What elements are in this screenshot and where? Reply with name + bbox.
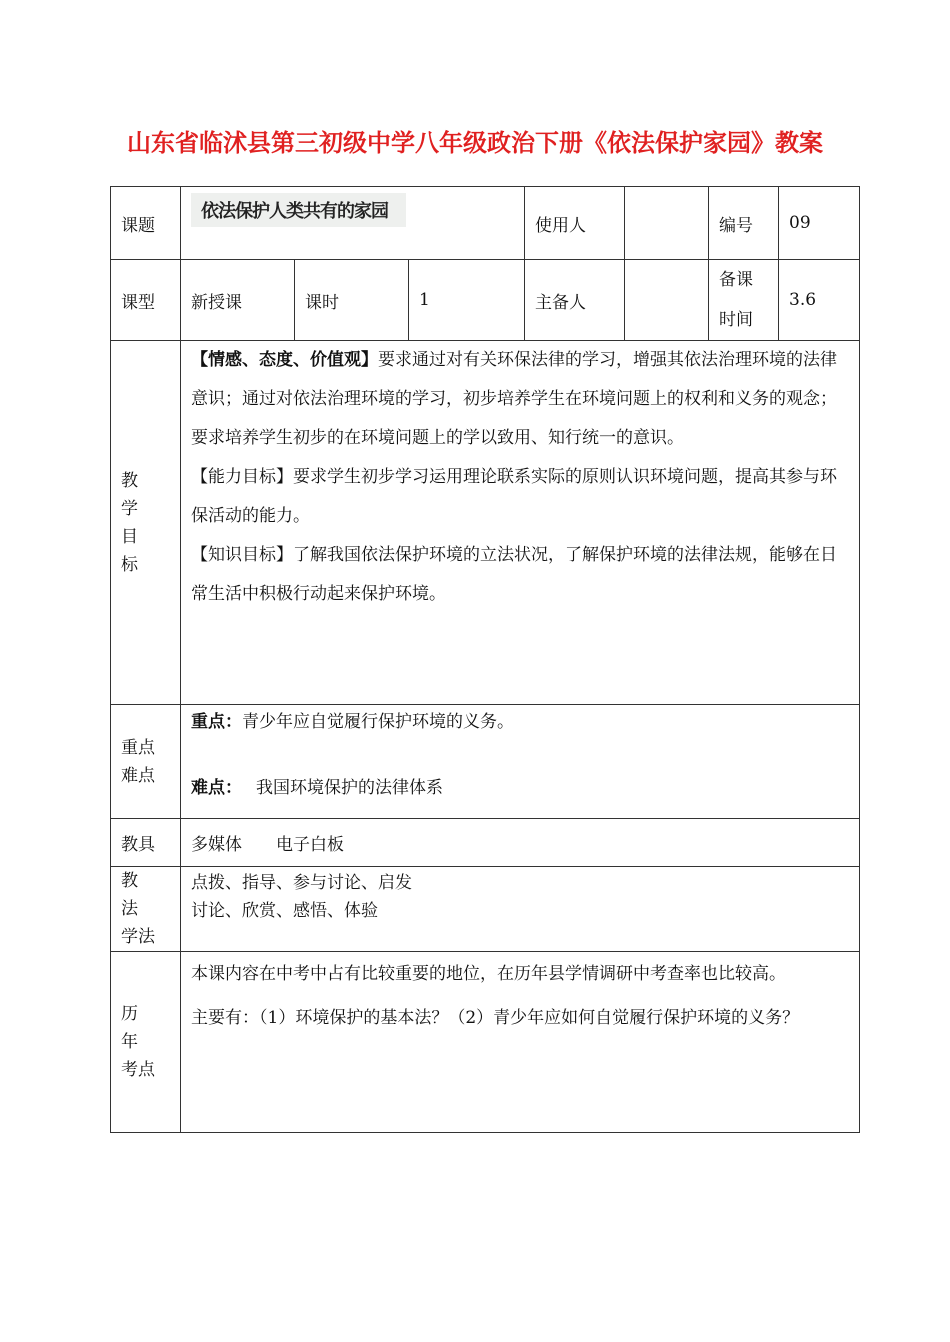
preparer-label: 主备人 bbox=[525, 260, 625, 341]
goals-label-char: 目 bbox=[121, 526, 138, 547]
knowledge-tag: 【知识目标】 bbox=[191, 545, 293, 565]
row-exam bbox=[111, 952, 860, 1133]
row-methods bbox=[111, 867, 860, 952]
hours-label: 课时 bbox=[295, 260, 409, 341]
exam-label-line: 考点 bbox=[121, 1060, 155, 1080]
learning-method-label: 学法 bbox=[121, 927, 155, 947]
type-value: 新授课 bbox=[181, 260, 295, 341]
exam-content bbox=[181, 952, 860, 1133]
emotion-tag: 【情感、态度、价值观】 bbox=[191, 350, 378, 370]
lesson-plan-table bbox=[110, 186, 860, 1133]
row-tools bbox=[111, 819, 860, 867]
tools-value: 多媒体 电子白板 bbox=[181, 819, 860, 867]
exam-paragraph: 主要有：（1）环境保护的基本法？（2）青少年应如何自觉履行保护环境的义务？ bbox=[191, 1008, 800, 1028]
exam-paragraph: 本课内容在中考中占有比较重要的地位，在历年县学情调研中考查率也比较高。 bbox=[191, 964, 786, 984]
key-points-content bbox=[181, 705, 860, 819]
prep-time-label bbox=[709, 260, 779, 341]
ability-goal bbox=[191, 458, 849, 536]
goals-label bbox=[111, 341, 181, 705]
user-value bbox=[625, 187, 709, 260]
key-point bbox=[191, 709, 849, 735]
row-goals bbox=[111, 341, 860, 705]
key-label: 重点 bbox=[121, 737, 155, 758]
teaching-method-label: 教 法 bbox=[121, 871, 155, 919]
row-key-points bbox=[111, 705, 860, 819]
knowledge-goal bbox=[191, 536, 849, 614]
topic-value: 依法保护人类共有的家园 bbox=[191, 193, 406, 227]
goals-label-char: 标 bbox=[121, 554, 138, 575]
topic-label: 课题 bbox=[111, 187, 181, 260]
number-value: 09 bbox=[779, 187, 860, 260]
methods-label bbox=[111, 867, 181, 952]
tools-label: 教具 bbox=[111, 819, 181, 867]
prep-time-label-2: 时间 bbox=[719, 310, 754, 330]
key-points-label bbox=[111, 705, 181, 819]
ability-text: 要求学生初步学习运用理论联系实际的原则认识环境问题，提高其参与环保活动的能力。 bbox=[191, 467, 837, 526]
topic-cell bbox=[181, 187, 525, 260]
methods-content bbox=[181, 867, 860, 952]
difficult-point bbox=[191, 775, 849, 801]
goals-label-char: 教 bbox=[121, 470, 138, 491]
methods-line: 讨论、欣赏、感悟、体验 bbox=[191, 901, 378, 921]
hours-value: 1 bbox=[409, 260, 525, 341]
goals-label-char: 学 bbox=[121, 498, 138, 519]
prep-time-label-1: 备课 bbox=[719, 270, 754, 290]
row-type bbox=[111, 260, 860, 341]
knowledge-text: 了解我国依法保护环境的立法状况，了解保护环境的法律法规，能够在日常生活中积极行动起来保护环境。 bbox=[191, 545, 837, 604]
type-label: 课型 bbox=[111, 260, 181, 341]
difficult-text: 我国环境保护的法律体系 bbox=[256, 778, 443, 798]
ability-tag: 【能力目标】 bbox=[191, 467, 293, 487]
preparer-value bbox=[625, 260, 709, 341]
methods-line: 点拨、指导、参与讨论、启发 bbox=[191, 873, 412, 893]
prep-time-value: 3.6 bbox=[779, 260, 860, 341]
emotion-text: 要求通过对有关环保法律的学习，增强其依法治理环境的法律意识；通过对依法治理环境的学习，初步培养学生在环境问题上的权利和义务的观念；要求培养学生初步的在环境问题上的学以致用、知行统一的意识。 bbox=[191, 350, 837, 448]
key-tag: 重点： bbox=[191, 712, 242, 732]
exam-label-line: 历 年 bbox=[121, 1004, 155, 1052]
row-topic bbox=[111, 187, 860, 260]
difficult-label: 难点 bbox=[121, 765, 155, 786]
document-title: 山东省临沭县第三初级中学八年级政治下册《依法保护家园》教案 bbox=[127, 129, 823, 157]
emotion-goal bbox=[191, 341, 849, 458]
key-text: 青少年应自觉履行保护环境的义务。 bbox=[242, 712, 514, 732]
number-label: 编号 bbox=[709, 187, 779, 260]
user-label: 使用人 bbox=[525, 187, 625, 260]
goals-content bbox=[181, 341, 860, 705]
difficult-tag: 难点： bbox=[191, 778, 242, 798]
exam-label bbox=[111, 952, 181, 1133]
